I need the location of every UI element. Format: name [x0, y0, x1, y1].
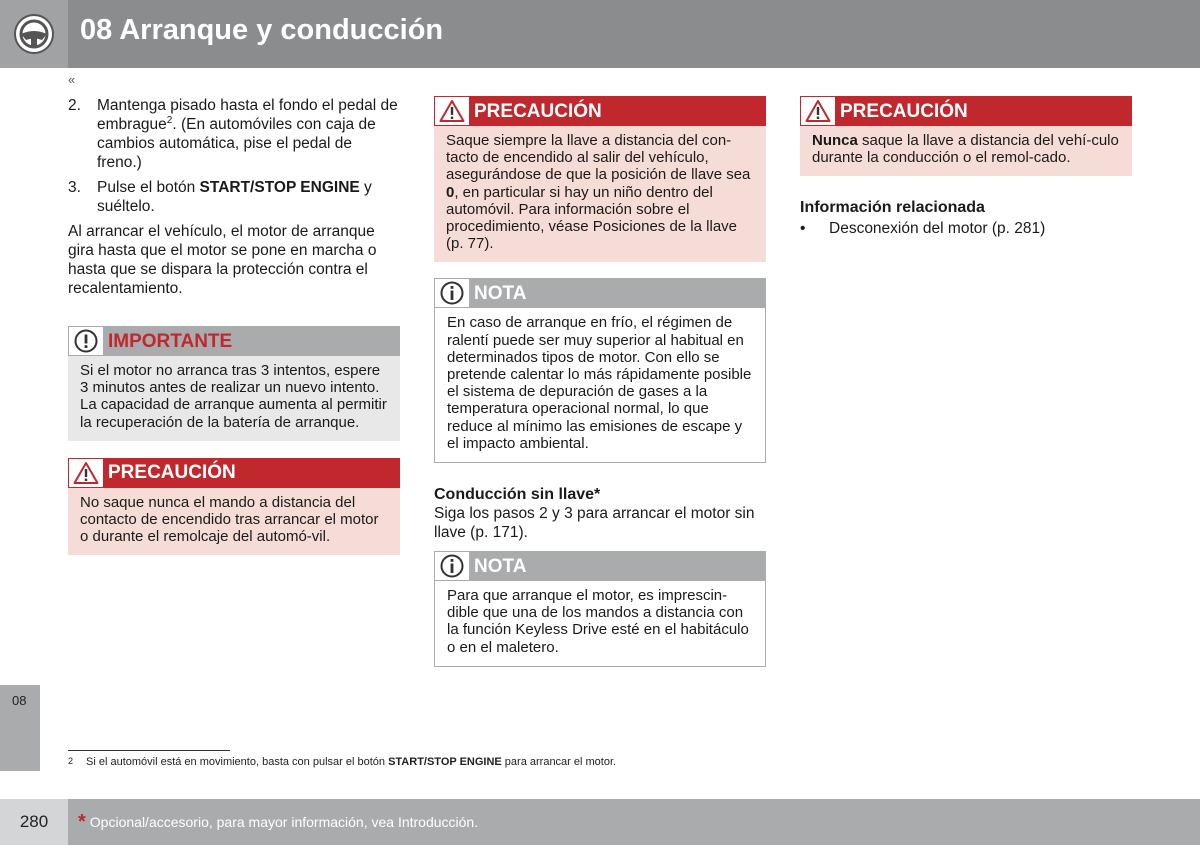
warning-triangle-icon — [68, 458, 104, 488]
step-number: 2. — [68, 97, 81, 114]
nota-header — [434, 551, 766, 581]
importante-body: Si el motor no arranca tras 3 intentos, espere 3 minutos antes de realizar un nuevo intento. La capacidad de arranque aumenta al permitir la recuperación de la batería de arranque. — [68, 356, 400, 441]
precaucion-header — [434, 96, 766, 126]
step-number: 3. — [68, 179, 81, 196]
footnote-ref[interactable]: 2 — [166, 114, 173, 126]
footnote-number: 2 — [68, 756, 74, 766]
related-info-heading: Información relacionada — [800, 199, 985, 217]
precaucion-title: PRECAUCIÓN — [840, 100, 968, 122]
section-text: Siga los pasos 2 y 3 para arrancar el motor sin llave (p. 171). — [434, 505, 755, 542]
step-3 — [68, 178, 400, 216]
precaucion-body: No saque nunca el mando a distancia del contacto de encendido tras arrancar el motor o durante el remolcaje del automó-vil. — [68, 488, 400, 556]
precaucion-body: Saque siempre la llave a distancia del con-tacto de encendido al salir del vehículo, asegurándose de que la posición de llave sea 0, en particular si hay un niño dentro del automóvil. Para información sobre el procedimiento, véase Posiciones de la llave (p. 77). — [434, 126, 766, 262]
column-2 — [434, 96, 766, 667]
steering-wheel-icon — [0, 0, 68, 68]
page-number: 280 — [0, 799, 68, 845]
chapter-header — [0, 0, 1200, 68]
footer-bar — [68, 799, 1200, 845]
related-link[interactable]: Desconexión del motor (p. 281) — [829, 220, 1046, 238]
precaucion-body: Nunca saque la llave a distancia del vehí-culo durante la conducción o el remol-cado. — [800, 126, 1132, 176]
precaucion-header — [800, 96, 1132, 126]
info-icon — [434, 551, 470, 581]
chapter-title: 08 Arranque y conducción — [80, 14, 444, 46]
precaucion-box — [68, 458, 400, 556]
warning-triangle-icon — [800, 96, 836, 126]
related-link-item[interactable] — [800, 219, 1132, 238]
precaucion-header — [68, 458, 400, 488]
step-2 — [68, 96, 400, 172]
step-text: Mantenga pisado hasta el fondo el pedal de embrague$^2$. (En automóviles con caja de cambios automática, pise el pedal de freno.) — [97, 97, 398, 171]
nota-title: NOTA — [474, 282, 527, 304]
precaucion-box — [800, 96, 1132, 176]
precaucion-box — [434, 96, 766, 262]
body-paragraph: Al arrancar el vehículo, el motor de arranque gira hasta que el motor se pone en marcha o hasta que se dispara la protección contra el recalentamiento. — [68, 223, 377, 297]
nota-box — [434, 551, 766, 667]
importante-header — [68, 326, 400, 356]
section-heading: Conducción sin llave* — [434, 486, 601, 504]
nota-title: NOTA — [474, 555, 527, 577]
exclamation-icon — [68, 326, 104, 356]
warning-triangle-icon — [434, 96, 470, 126]
info-icon — [434, 278, 470, 308]
nota-header — [434, 278, 766, 308]
nota-body: Para que arranque el motor, es imprescin-dible que una de los mandos a distancia con la función Keyless Drive esté en el habitáculo o en el maletero. — [434, 581, 766, 667]
back-arrows-icon[interactable]: « — [68, 72, 76, 87]
column-3 — [800, 96, 1132, 238]
step-text: Pulse el botón START/STOP ENGINE y suéltelo. — [97, 179, 372, 215]
importante-box — [68, 326, 400, 441]
bullet-icon: • — [800, 220, 806, 238]
footer-note: Opcional/accesorio, para mayor información, vea Introducción. — [89, 814, 479, 830]
column-1 — [68, 96, 400, 555]
page-footer — [0, 799, 1200, 845]
footnote: 2 Si el automóvil está en movimiento, basta con pulsar el botón START/STOP ENGINE para arrancar el motor. — [68, 756, 617, 768]
nota-body: En caso de arranque en frío, el régimen de ralentí puede ser muy superior al habitual en determinados tipos de motor. Con ello se pretende calentar lo más rápidamente posible el sistema de depuración de gases a la temperatura operacional normal, lo que reduce al mínimo las emisiones de escape y el impacto ambiental. — [434, 308, 766, 463]
nota-box — [434, 278, 766, 463]
optional-star-icon: * — [78, 810, 86, 833]
precaucion-title: PRECAUCIÓN — [108, 462, 236, 484]
chapter-tab[interactable] — [0, 685, 40, 771]
footnote-divider — [68, 750, 230, 751]
importante-title: IMPORTANTE — [108, 330, 233, 352]
precaucion-title: PRECAUCIÓN — [474, 100, 602, 122]
chapter-tab-label: 08 — [12, 693, 27, 708]
